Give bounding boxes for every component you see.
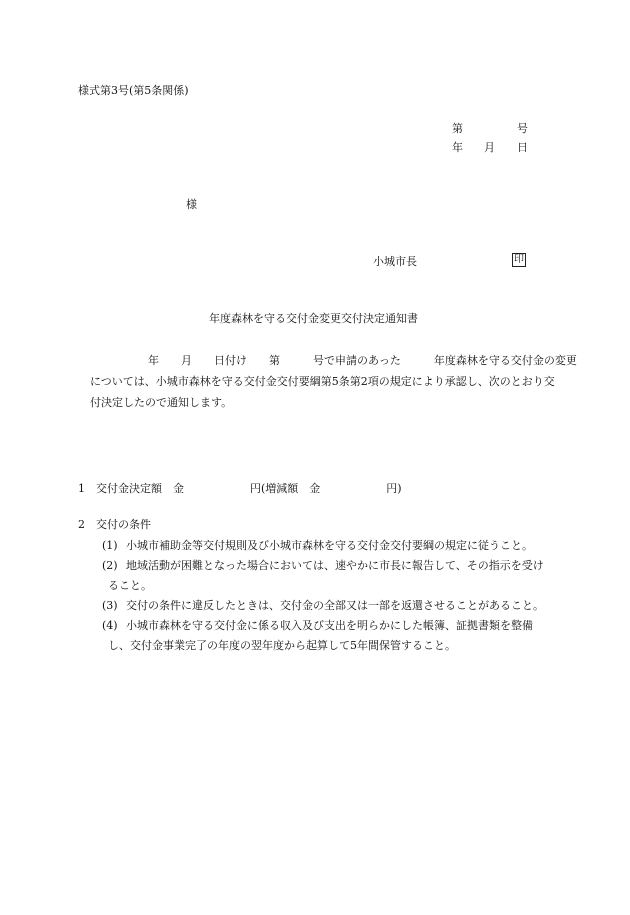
condition-2-text: 地域活動が困難となった場合においては、速やかに市長に報告して、その指示を受け	[126, 559, 544, 572]
condition-3	[102, 596, 544, 616]
condition-4-text: 小城市森林を守る交付金に係る収入及び支出を明らかにした帳簿、証拠書類を整備	[126, 619, 533, 632]
item-1-amount: 1 交付金決定額 金 円(増減額 金 円)	[78, 482, 402, 495]
document-title: 年度森林を守る交付金変更交付決定通知書	[209, 312, 418, 325]
condition-1-text: 小城市補助金等交付規則及び小城市森林を守る交付金交付要綱の規定に従うこと。	[126, 539, 533, 552]
body-line-2: については、小城市森林を守る交付金交付要綱第5条第2項の規定により承認し、次のとおり交	[90, 375, 555, 388]
condition-2-number: (2)	[102, 559, 118, 572]
document-number-suffix: 号	[517, 122, 528, 135]
date-year: 年	[452, 141, 463, 154]
body-line-3: 付決定したので通知します。	[90, 396, 233, 409]
document-number-prefix: 第	[452, 122, 463, 135]
body-paragraph	[90, 350, 577, 413]
condition-1-number: (1)	[102, 539, 118, 552]
issuer-name: 小城市長	[373, 255, 417, 268]
condition-4-continued: し、交付金事業完了の年度の翌年度から起算して5年間保管すること。	[108, 639, 456, 652]
condition-4	[102, 616, 533, 636]
condition-2-continued: ること。	[108, 579, 152, 592]
condition-4-number: (4)	[102, 619, 118, 632]
condition-3-number: (3)	[102, 599, 118, 612]
item-2-heading: 2 交付の条件	[78, 518, 151, 531]
seal-mark: 印	[514, 254, 524, 265]
form-label: 様式第3号(第5条関係)	[78, 84, 189, 97]
condition-1	[102, 536, 533, 556]
condition-2	[102, 556, 544, 576]
body-line-1: 年 月 日付け 第 号で申請のあった 年度森林を守る交付金の変更	[148, 354, 577, 367]
date-month: 月	[484, 141, 495, 154]
condition-3-text: 交付の条件に違反したときは、交付金の全部又は一部を返還させることがあること。	[126, 599, 544, 612]
date-day: 日	[517, 141, 528, 154]
addressee-suffix: 様	[186, 198, 197, 211]
